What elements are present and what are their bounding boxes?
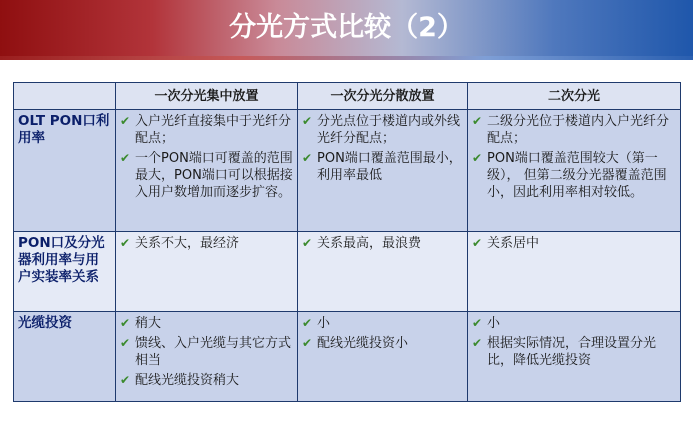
bullet-item (120, 335, 293, 369)
bullet-item (302, 335, 463, 352)
table-cell (468, 232, 681, 312)
check-mark-icon: ✔ (120, 236, 131, 250)
bullet-text: 二级分光位于楼道内入户光纤分配点； (487, 114, 670, 146)
check-mark-icon: ✔ (120, 151, 131, 165)
corner-header-cell (14, 83, 116, 110)
bullet-text: 关系居中 (487, 236, 540, 251)
table-row (14, 232, 681, 312)
bullet-item (302, 235, 463, 252)
bullet-text: 配线光缆投资小 (317, 336, 409, 351)
bullet-list (302, 315, 463, 352)
bullet-text: PON端口覆盖范围最小， 利用率最低 (317, 151, 462, 183)
bullet-text: 关系不大，最经济 (135, 236, 240, 251)
slide-title: 分光方式比较（2） (229, 12, 464, 43)
column-header: 二次分光 (468, 83, 681, 110)
table-cell (116, 110, 298, 232)
bullet-item (472, 315, 676, 332)
bullet-item (120, 150, 293, 201)
bullet-item (302, 150, 463, 184)
table-cell (116, 232, 298, 312)
bullet-item (120, 315, 293, 332)
column-header: 一次分光集中放置 (116, 83, 298, 110)
bullet-list (472, 113, 676, 201)
table-cell (468, 312, 681, 402)
table-row (14, 312, 681, 402)
bullet-item (120, 372, 293, 389)
check-mark-icon: ✔ (120, 114, 131, 128)
bullet-item (472, 113, 676, 147)
bullet-text: 馈线、入户光缆与其它方式相当 (135, 336, 292, 368)
bullet-text: 关系最高，最浪费 (317, 236, 422, 251)
bullet-text: 分光点位于楼道内或外线光纤分配点； (317, 114, 461, 146)
table-cell (116, 312, 298, 402)
table-cell (298, 312, 468, 402)
bullet-item (120, 113, 293, 147)
row-header-cell (14, 312, 116, 402)
bullet-list (120, 235, 293, 252)
bullet-text: 小 (487, 316, 501, 331)
row-header-label: PON口及分光器利用率与用户实装率关系 (18, 235, 105, 285)
comparison-table (13, 82, 681, 402)
table-cell (298, 110, 468, 232)
bullet-text: 小 (317, 316, 331, 331)
table-cell (298, 232, 468, 312)
bullet-list (472, 235, 676, 252)
bullet-item (302, 113, 463, 147)
check-mark-icon: ✔ (302, 151, 313, 165)
bullet-item (472, 150, 676, 201)
check-mark-icon: ✔ (120, 316, 131, 330)
table-cell (468, 110, 681, 232)
bullet-list (120, 113, 293, 201)
check-mark-icon: ✔ (302, 316, 313, 330)
title-underline (0, 56, 693, 60)
table-row (14, 110, 681, 232)
bullet-item (472, 235, 676, 252)
row-header-label: 光缆投资 (18, 315, 72, 331)
check-mark-icon: ✔ (302, 114, 313, 128)
check-mark-icon: ✔ (472, 114, 483, 128)
check-mark-icon: ✔ (302, 336, 313, 350)
bullet-text: 配线光缆投资稍大 (135, 373, 240, 388)
check-mark-icon: ✔ (472, 316, 483, 330)
bullet-item (302, 315, 463, 332)
bullet-text: 一个PON端口可覆盖的范围最大，PON端口可以根据接入用户数增加而逐步扩容。 (135, 151, 293, 200)
bullet-text: PON端口覆盖范围较大（第一级）， 但第二级分光器覆盖范围小，因此利用率相对较低。 (487, 151, 667, 200)
row-header-label: OLT PON口利用率 (18, 113, 110, 146)
check-mark-icon: ✔ (472, 236, 483, 250)
check-mark-icon: ✔ (472, 151, 483, 165)
bullet-list (302, 113, 463, 184)
bullet-list (302, 235, 463, 252)
bullet-text: 入户光纤直接集中于光纤分配点； (135, 114, 292, 146)
check-mark-icon: ✔ (120, 373, 131, 387)
bullet-item (472, 335, 676, 369)
table-header-row (14, 83, 681, 110)
bullet-item (120, 235, 293, 252)
bullet-text: 根据实际情况，合理设置分光比，降低光缆投资 (487, 336, 657, 368)
row-header-cell (14, 232, 116, 312)
check-mark-icon: ✔ (302, 236, 313, 250)
bullet-list (472, 315, 676, 369)
column-header: 一次分光分散放置 (298, 83, 468, 110)
bullet-list (120, 315, 293, 389)
row-header-cell (14, 110, 116, 232)
check-mark-icon: ✔ (120, 336, 131, 350)
check-mark-icon: ✔ (472, 336, 483, 350)
bullet-text: 稍大 (135, 316, 162, 331)
